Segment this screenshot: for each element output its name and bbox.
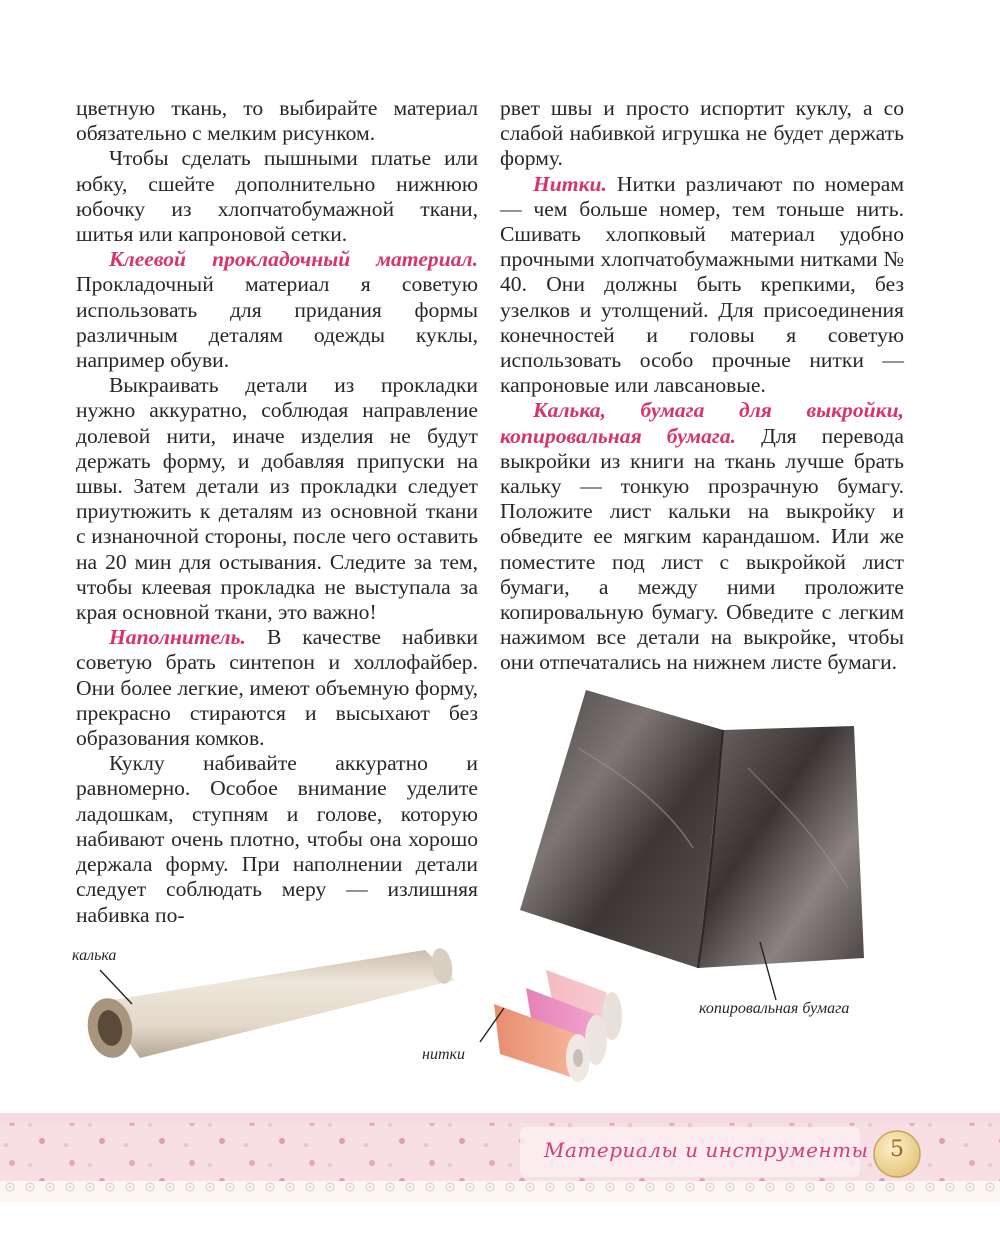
paragraph: Чтобы сделать пышными платье или юбку, сшейте дополнительно нижнюю юбочку из хлопчатобумажной ткани, шитья или капроновой сетки. (76, 146, 478, 247)
section-heading: Наполнитель. (109, 625, 246, 650)
footer-section-title: Материалы и инструменты (544, 1138, 869, 1162)
right-text-column (500, 96, 904, 676)
paragraph (76, 625, 478, 751)
paragraph (76, 247, 478, 373)
paragraph: Выкраивать детали из прокладки нужно аккуратно, соблюдая направление долевой нити, иначе изделия не будут держать форму, и добавляя припуски на швы. Затем детали из прокладки следует приутюжить к деталям из основной ткани с изнаночной стороны, после чего оставить на 20 мин для остывания. Следите за тем, чтобы клеевая прокладка не выступала за края основной ткани, это важно! (76, 373, 478, 625)
paragraph (500, 172, 904, 399)
caption-pointer-line (478, 1004, 508, 1044)
thread-spools-photo (486, 952, 646, 1082)
paragraph: рвет швы и просто испортит куклу, а со слабой набивкой игрушка не будет держать форму. (500, 96, 904, 171)
paragraph-text: В качестве набивки советую брать синтепон и холлофайбер. Они более легкие, имеют объемную форму, прекрасно стираются и высыхают без образования комков. (76, 625, 478, 751)
decorative-footer-band (0, 1113, 1000, 1237)
tracing-paper-roll-photo (80, 940, 470, 1070)
paragraph-text: Нитки различают по номерам — чем больше номер, тем тоньше нить. Сшивать хлопковый материал удобно прочными хлопчатобумажными нитками № 40. Они должны быть крепкими, без узелков и утолщений. Для присоединения конечностей и головы я советую использовать особо прочные нитки — капроновые или лавсановые. (500, 171, 904, 398)
caption-pointer-line (756, 940, 786, 1004)
left-text-column (76, 96, 478, 928)
paragraph-text: Прокладочный материал я советую использовать для придания формы различным деталям одежды куклы, например обуви. (76, 272, 478, 373)
caption-carbon-paper: копировальная бумага (699, 1000, 850, 1017)
paragraph: цветную ткань, то выбирайте материал обязательно с мелким рисунком. (76, 96, 478, 146)
paragraph: Куклу набивайте аккуратно и равномерно. Особое внимание уделите ладошкам, ступням и голове, которую набивают очень плотно, чтобы она хорошо держала форму. При наполнении детали следует соблюдать меру — излишняя набивка по- (76, 751, 478, 927)
caption-threads: нитки (422, 1046, 465, 1063)
paragraph (500, 398, 904, 675)
caption-pointer-line (96, 968, 136, 1008)
carbon-paper-photo (518, 688, 864, 976)
page-number: 5 (890, 1137, 904, 1162)
paragraph-text: Для перевода выкройки из книги на ткань лучше брать кальку — тонкую прозрачную бумагу. Положите лист кальки на выкройку и обведите ее мягким карандашом. Или же поместите под лист с выкройкой лист бумаги, а между ними проложите копировальную бумагу. Обведите с легким нажимом все детали на выкройке, чтобы они отпечатались на нижнем листе бумаги. (500, 423, 904, 675)
section-heading: Калька, бумага для выкройки, копировальная бумага. (500, 398, 904, 448)
caption-tracing-paper: калька (72, 947, 117, 964)
section-heading: Нитки. (533, 171, 607, 196)
section-heading: Клеевой прокладочный материал. (109, 247, 478, 272)
